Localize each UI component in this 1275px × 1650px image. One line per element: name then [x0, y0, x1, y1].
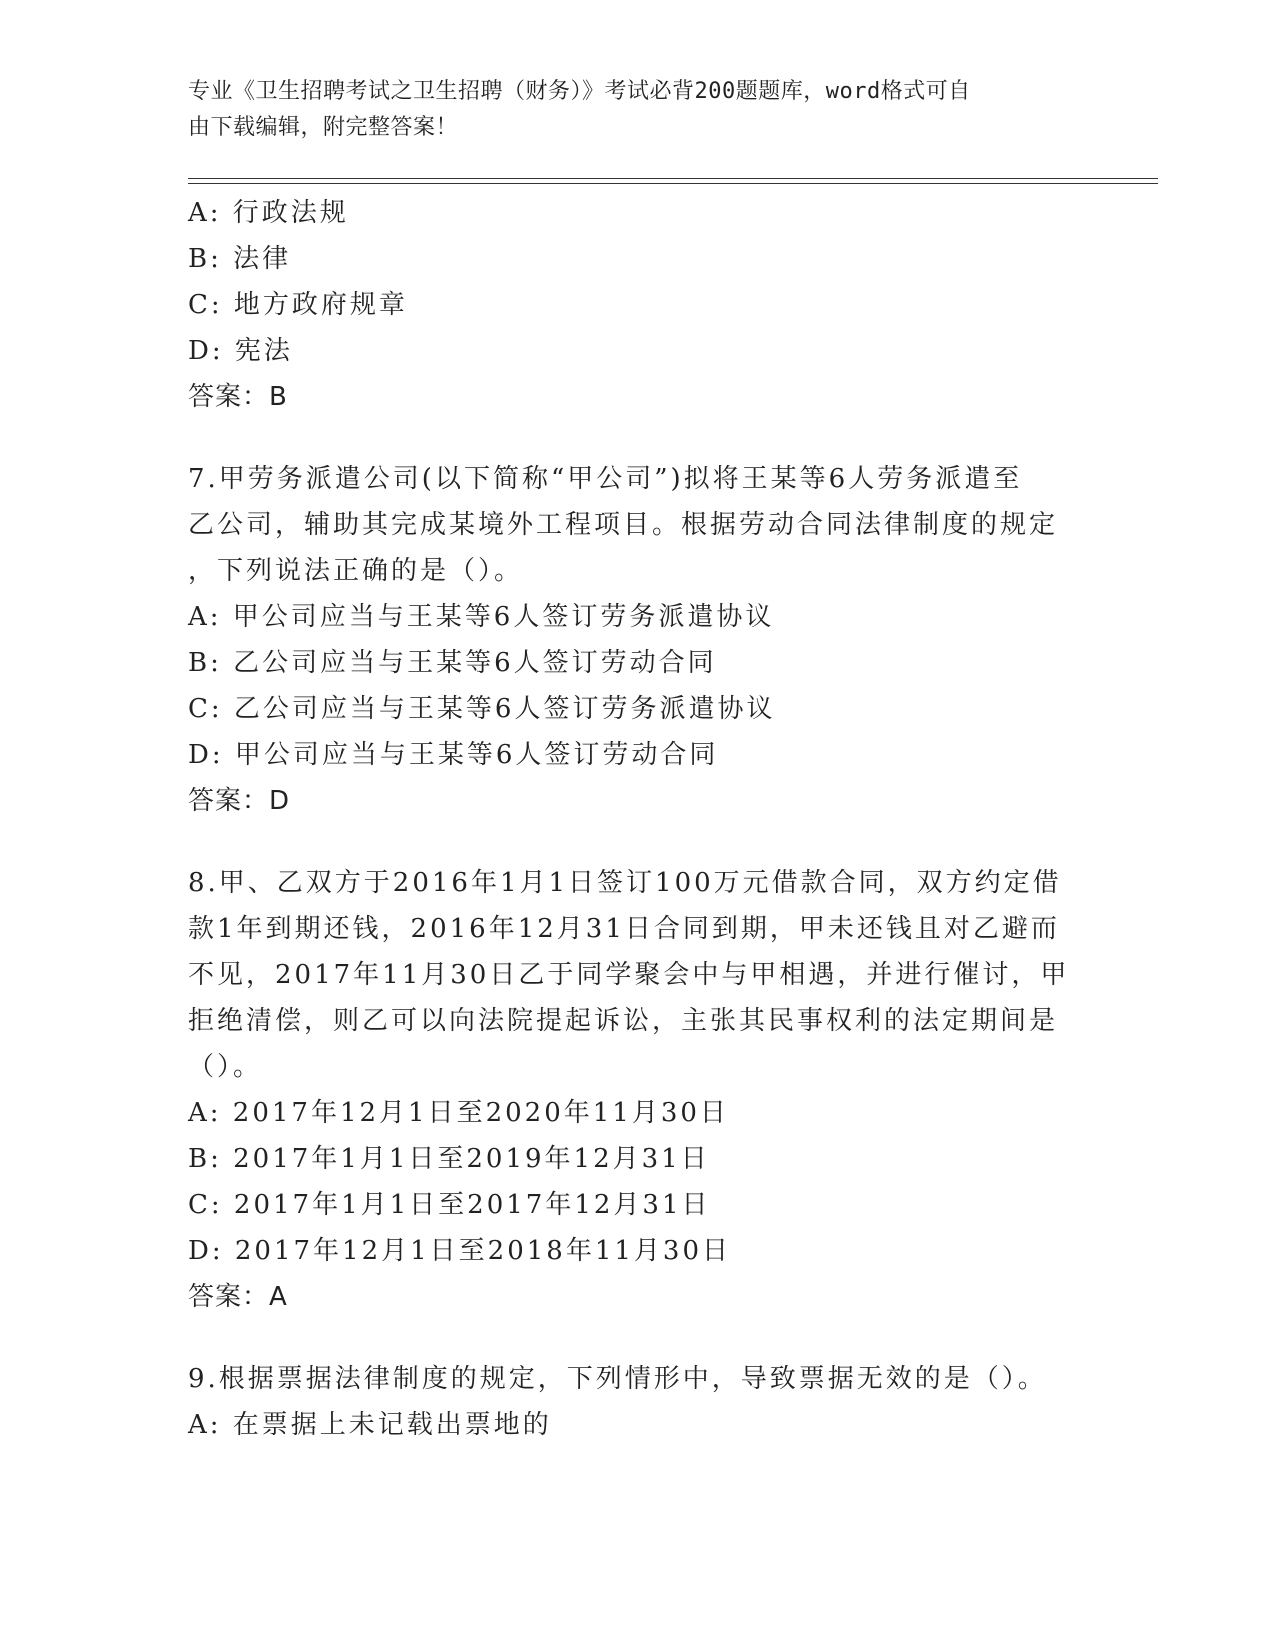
question-list — [188, 190, 1088, 1448]
option-a: A: 2017年12月1日至2020年11月30日 — [188, 1098, 729, 1128]
answer-line: 答案：A — [188, 1282, 288, 1312]
question-9-block — [188, 1356, 1088, 1448]
option-b: B: 乙公司应当与王某等6人签订劳动合同 — [188, 648, 717, 678]
question-text-line: 乙公司，辅助其完成某境外工程项目。根据劳动合同法律制度的规定 — [188, 510, 1059, 540]
question-text-line: 7.甲劳务派遣公司(以下简称“甲公司”)拟将王某等6人劳务派遣至 — [188, 464, 1023, 494]
header-line-1: 专业《卫生招聘考试之卫生招聘（财务）》考试必背200题题库，word格式可自 — [188, 79, 971, 104]
option-a: A: 行政法规 — [188, 198, 349, 228]
question-text-line: ，下列说法正确的是（）。 — [188, 556, 524, 586]
answer-line: 答案：D — [188, 786, 291, 816]
answer-line: 答案：B — [188, 382, 288, 412]
header-divider-bottom — [188, 183, 1158, 184]
question-text-line: 拒绝清偿，则乙可以向法院提起诉讼，主张其民事权利的法定期间是 — [188, 1006, 1059, 1036]
question-text-line: （）。 — [188, 1052, 263, 1082]
question-text-line: 8.甲、乙双方于2016年1月1日签订100万元借款合同，双方约定借 — [188, 868, 1062, 898]
question-text-line: 款1年到期还钱，2016年12月31日合同到期，甲未还钱且对乙避而 — [188, 914, 1060, 944]
option-d: D: 宪法 — [188, 336, 293, 366]
option-c: C: 地方政府规章 — [188, 290, 408, 320]
option-c: C: 2017年1月1日至2017年12月31日 — [188, 1190, 711, 1220]
document-header — [188, 74, 1068, 146]
option-b: B: 2017年1月1日至2019年12月31日 — [188, 1144, 710, 1174]
option-b: B: 法律 — [188, 244, 292, 274]
option-a: A: 在票据上未记载出票地的 — [188, 1410, 552, 1440]
option-a: A: 甲公司应当与王某等6人签订劳务派遣协议 — [188, 602, 775, 632]
header-divider-top — [188, 178, 1158, 179]
question-7-block — [188, 456, 1088, 824]
question-6-block — [188, 190, 1088, 420]
header-line-2: 由下载编辑，附完整答案！ — [188, 115, 459, 140]
question-text-line: 不见，2017年11月30日乙于同学聚会中与甲相遇，并进行催讨，甲 — [188, 960, 1070, 990]
option-c: C: 乙公司应当与王某等6人签订劳务派遣协议 — [188, 694, 776, 724]
option-d: D: 甲公司应当与王某等6人签订劳动合同 — [188, 740, 719, 770]
question-text-line: 9.根据票据法律制度的规定，下列情形中，导致票据无效的是（）。 — [188, 1364, 1047, 1394]
option-d: D: 2017年12月1日至2018年11月30日 — [188, 1236, 732, 1266]
question-8-block — [188, 860, 1088, 1320]
